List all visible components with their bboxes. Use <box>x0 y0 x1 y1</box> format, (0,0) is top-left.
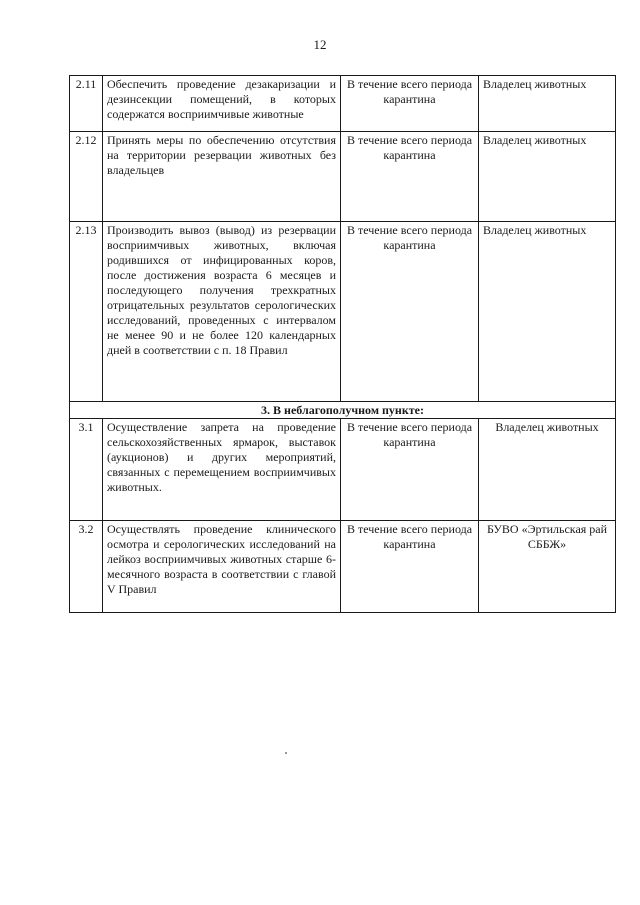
section-title: 3. В неблагополучном пункте: <box>70 402 616 419</box>
row-number: 2.13 <box>70 222 103 402</box>
responsible-text: Владелец животных <box>479 76 616 132</box>
scan-dot <box>285 752 287 754</box>
responsible-text: Владелец животных <box>479 132 616 222</box>
term-text: В течение всего периода карантина <box>341 132 479 222</box>
row-number: 3.1 <box>70 419 103 521</box>
measure-text: Осуществлять проведение клинического осмотра и серологических исследований на лейкоз восприимчивых животных старше 6-месячного возраста в соответствии с главой V Правил <box>103 521 341 613</box>
responsible-text: БУВО «Эртильская рай СББЖ» <box>479 521 616 613</box>
table-row <box>70 419 616 521</box>
table-row <box>70 132 616 222</box>
measure-text: Производить вывоз (вывод) из резервации восприимчивых животных, включая родившихся от инфицированных коров, после достижения возраста 6 месяцев и последующего получения трехкратных отрицательных результатов серологических исследований, проведенных с интервалом не менее 90 и не более 120 календарных дней в соответствии с п. 18 Правил <box>103 222 341 402</box>
responsible-text: Владелец животных <box>479 419 616 521</box>
table-row <box>70 76 616 132</box>
term-text: В течение всего периода карантина <box>341 222 479 402</box>
term-text: В течение всего периода карантина <box>341 521 479 613</box>
term-text: В течение всего периода карантина <box>341 419 479 521</box>
row-number: 2.12 <box>70 132 103 222</box>
row-number: 2.11 <box>70 76 103 132</box>
term-text: В течение всего периода карантина <box>341 76 479 132</box>
measure-text: Осуществление запрета на проведение сельскохозяйственных ярмарок, выставок (аукционов) и других мероприятий, связанных с перемещением восприимчивых животных. <box>103 419 341 521</box>
table-row <box>70 222 616 402</box>
measure-text: Обеспечить проведение дезакаризации и дезинсекции помещений, в которых содержатся восприимчивые животные <box>103 76 341 132</box>
table-row <box>70 521 616 613</box>
measure-text: Принять меры по обеспечению отсутствия на территории резервации животных без владельцев <box>103 132 341 222</box>
responsible-text: Владелец животных <box>479 222 616 402</box>
measures-table <box>69 75 616 613</box>
row-number: 3.2 <box>70 521 103 613</box>
section-header-row <box>70 402 616 419</box>
page-number: 12 <box>313 37 327 52</box>
